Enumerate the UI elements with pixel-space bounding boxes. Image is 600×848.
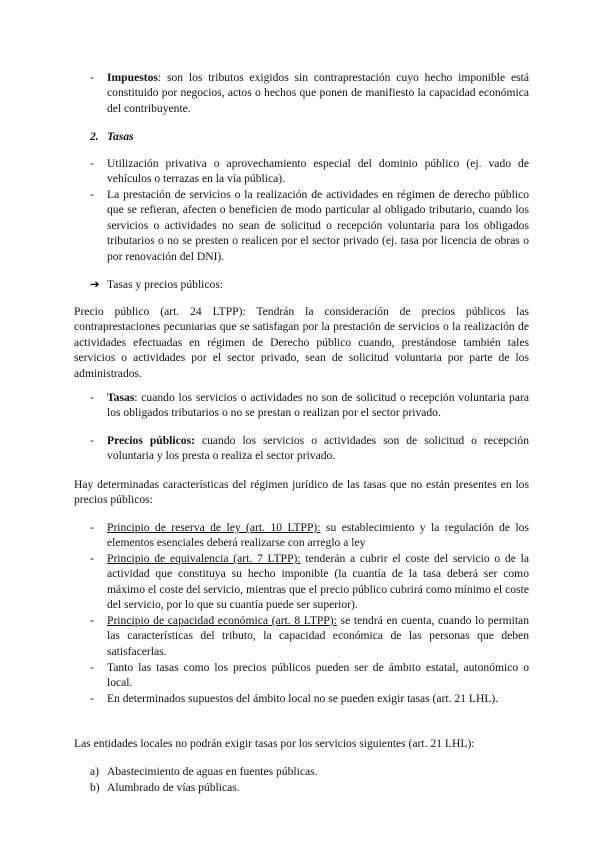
bullet-dash: -: [90, 552, 94, 565]
bullet-dash: -: [90, 661, 94, 674]
bullet-precios-definition: [90, 433, 529, 464]
bullet-dash: -: [90, 188, 94, 201]
term-impuestos: Impuestos: [107, 71, 158, 84]
list-item-text: Abastecimiento de aguas en fuentes públicas.: [107, 765, 318, 778]
list-item: [90, 660, 529, 691]
principle-text: se tendrá en cuenta, cuando lo permitan las características del tributo, la capacidad económica de las personas que deben satisfacerlas.: [107, 614, 529, 658]
section-heading-tasas: [90, 129, 529, 144]
list-item-text: Alumbrado de vías públicas.: [107, 781, 240, 794]
list-item: [90, 780, 529, 795]
arrow-icon: ➔: [90, 278, 100, 291]
list-item-text: La prestación de servicios o la realización de actividades en régimen de derecho público que se refieran, afecten o beneficien de modo particular al obligado tributario, cuando los servicios o actividades no sean de solicitud o recepción voluntaria para los obligados tributarios o no se presten o realicen por el sector privado (ej. tasa por licencia de obras o por renovación del DNI).: [107, 188, 529, 263]
paragraph-caracteristicas: Hay determinadas características del régimen jurídico de las tasas que no están presentes en los precios públicos:: [74, 478, 529, 507]
list-item-text: Utilización privativa o aprovechamiento especial del dominio público (ej. vado de vehículos o terrazas en la vía pública).: [107, 157, 529, 186]
list-item-text: En determinados supuestos del ámbito local no se pueden exigir tasas (art. 21 LHL).: [107, 692, 499, 705]
list-marker: a): [90, 765, 100, 778]
principle-text: su establecimiento y la regulación de los elementos esenciales deberá realizarse con arreglo a ley: [107, 521, 529, 550]
paragraph-entidades: Las entidades locales no podrán exigir tasas por los servicios siguientes (art. 21 LHL):: [74, 737, 475, 750]
bullet-dash: -: [90, 157, 94, 170]
paragraph-precio-publico: Precio público (art. 24 LTPP): Tendrán la consideración de precios públicos las contraprestaciones pecuniarias que se satisfagan por la prestación de servicios o la realización de actividades efectuadas en régimen de Derecho público cuando, prestándose también tales servicios o actividades por el sector privado, sean de solicitud voluntaria por parte de los administrados.: [74, 305, 529, 380]
section-number: 2.: [90, 130, 99, 143]
bullet-dash: -: [90, 521, 94, 534]
list-item: [90, 156, 529, 187]
list-item: [90, 520, 529, 551]
bullet-dash: -: [90, 692, 94, 705]
principle-term: Principio de reserva de ley (art. 10 LTPP):: [107, 521, 321, 534]
term: Precios públicos:: [107, 434, 195, 447]
section-title: Tasas: [107, 130, 134, 143]
principle-text: tenderán a cubrir el coste del servicio o de la actividad que constituya su hecho imponible (la cuantía de la tasa deberá ser como máximo el coste del servicio, mientras que el precio público cubrirá como mínimo el coste del servicio, por lo que su cuantía puede ser superior).: [107, 552, 529, 612]
bullet-dash: -: [90, 434, 94, 447]
bullet-tasas-definition: [90, 390, 529, 421]
bullet-dash: -: [90, 614, 94, 627]
list-marker: b): [90, 781, 100, 794]
bullet-impuestos: [90, 70, 529, 116]
definition-text: : cuando los servicios o actividades no son de solicitud o recepción voluntaria para los obligados tributarios o no se prestan o realizan por el sector privado.: [107, 391, 529, 420]
list-item: [90, 613, 529, 659]
definition-text: : son los tributos exigidos sin contraprestación cuyo hecho imponible está constituido por negocios, actos o hechos que ponen de manifiesto la capacidad económica del contribuyente.: [107, 71, 529, 115]
bullet-dash: -: [90, 391, 94, 404]
list-item: [90, 764, 529, 779]
list-item: [90, 187, 529, 264]
list-item: [90, 551, 529, 613]
principle-term: Principio de capacidad económica (art. 8 LTPP):: [107, 614, 337, 627]
term: Tasas: [107, 391, 135, 404]
principle-term: Principio de equivalencia (art. 7 LTPP):: [107, 552, 301, 565]
arrow-item: [90, 277, 529, 292]
definition-text: cuando los servicios o actividades son de solicitud o recepción voluntaria y los presta o realiza el sector privado.: [107, 434, 529, 463]
list-item: [90, 691, 529, 706]
list-item-text: Tanto las tasas como los precios públicos pueden ser de ámbito estatal, autonómico o local.: [107, 661, 529, 690]
arrow-item-text: Tasas y precios públicos:: [107, 278, 224, 291]
bullet-dash: -: [90, 71, 94, 84]
